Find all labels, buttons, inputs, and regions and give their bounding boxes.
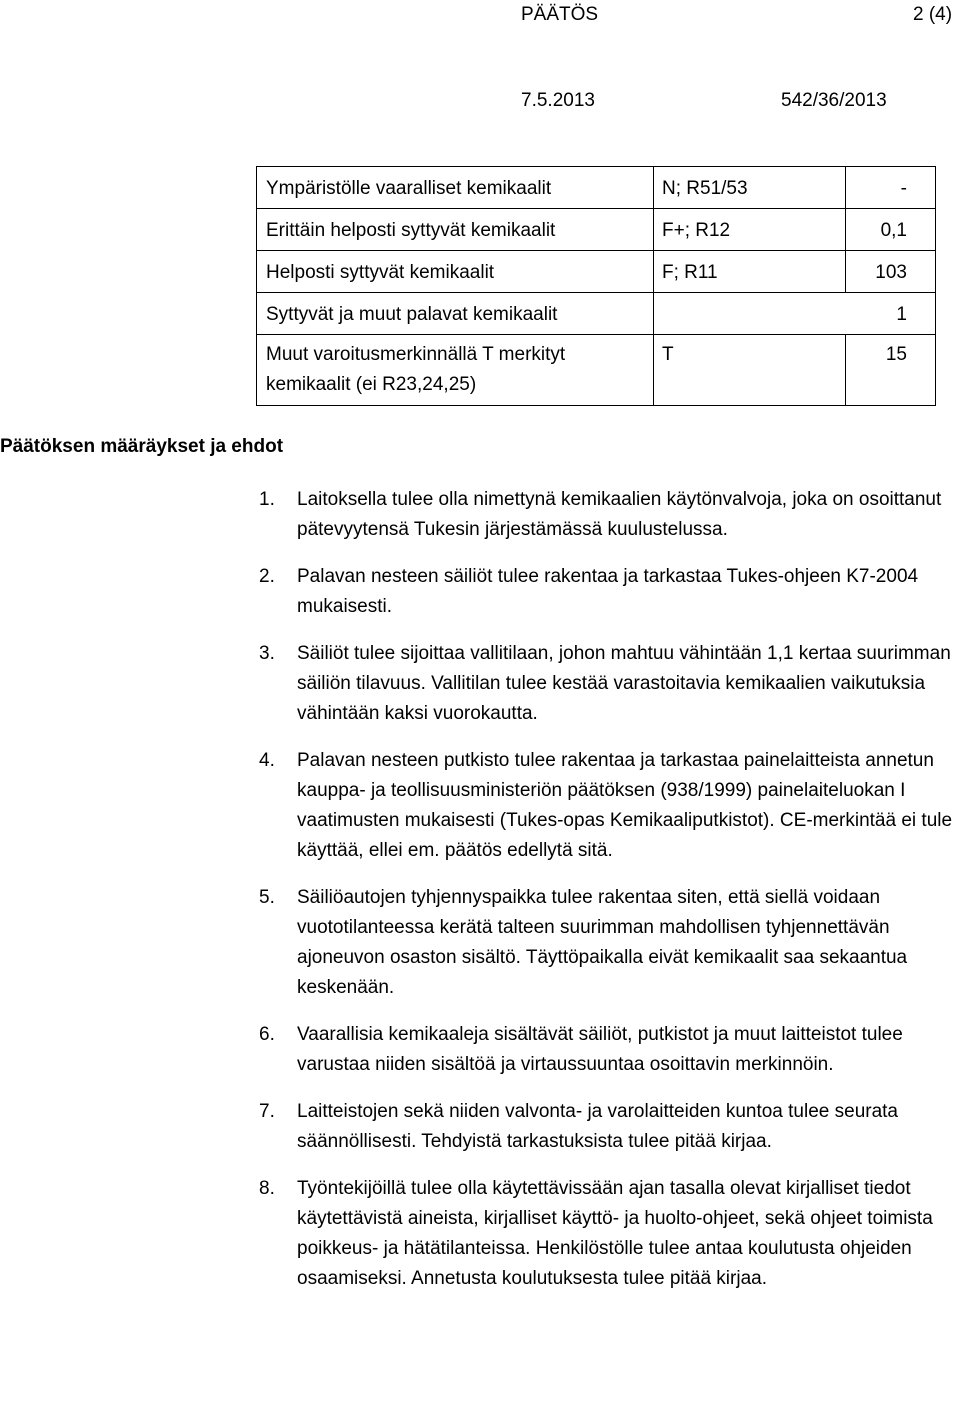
table-row	[257, 251, 936, 293]
list-item	[259, 883, 959, 1003]
chemical-amount: 15	[846, 335, 936, 406]
document-date: 7.5.2013	[521, 90, 595, 111]
section-heading: Päätöksen määräykset ja ehdot	[0, 436, 284, 457]
chemical-class: N; R51/53	[654, 167, 846, 209]
item-text: Palavan nesteen putkisto tulee rakentaa ja tarkastaa painelaitteista annetun kauppa- ja teollisuusministeriön päätöksen (938/1999) painelaiteluokan I vaatimusten mukaisesti (Tukes-opas Kemikaaliputkistot). CE-merkintää ei tule käyttää, ellei em. päätös edellytä sitä.	[297, 750, 953, 861]
list-item	[259, 746, 959, 866]
list-item	[259, 1097, 959, 1157]
item-text: Työntekijöillä tulee olla käytettävissään ajan tasalla olevat kirjalliset tiedot käytettävistä aineista, kirjalliset käyttö- ja huolto-ohjeet, sekä ohjeet toimista poikkeus- ja hätätilanteissa. Henkilöstölle tulee antaa koulutusta ohjeiden osaamiseksi. Annetusta koulutuksesta tulee pitää kirjaa.	[297, 1178, 933, 1289]
chemical-name: Ympäristölle vaaralliset kemikaalit	[257, 167, 654, 209]
chemical-class: F+; R12	[654, 209, 846, 251]
list-item	[259, 639, 959, 729]
chemical-name: Erittäin helposti syttyvät kemikaalit	[257, 209, 654, 251]
conditions-list	[259, 485, 959, 1311]
list-item	[259, 1174, 959, 1294]
item-text: Vaarallisia kemikaaleja sisältävät säiliöt, putkistot ja muut laitteistot tulee varustaa niiden sisältöä ja virtaussuuntaa osoittavin merkinnöin.	[297, 1024, 903, 1075]
table-row	[257, 209, 936, 251]
item-number: 7.	[259, 1101, 275, 1122]
chemical-class: F; R11	[654, 251, 846, 293]
chemical-table	[256, 166, 936, 406]
table-row	[257, 293, 936, 335]
page-number: 2 (4)	[913, 4, 953, 25]
item-number: 6.	[259, 1024, 275, 1045]
item-number: 5.	[259, 887, 275, 908]
table-row	[257, 335, 936, 406]
item-number: 2.	[259, 566, 275, 587]
chemical-name: Helposti syttyvät kemikaalit	[257, 251, 654, 293]
item-text: Laitteistojen sekä niiden valvonta- ja varolaitteiden kuntoa tulee seurata säännöllisesti. Tehdyistä tarkastuksista tulee pitää kirjaa.	[297, 1101, 898, 1152]
item-text: Palavan nesteen säiliöt tulee rakentaa ja tarkastaa Tukes-ohjeen K7-2004 mukaisesti.	[297, 566, 919, 617]
chemical-amount: 1	[846, 293, 936, 335]
chemical-name: Syttyvät ja muut palavat kemikaalit	[257, 293, 654, 335]
item-text: Laitoksella tulee olla nimettynä kemikaalien käytönvalvoja, joka on osoittanut pätevyytensä Tukesin järjestämässä kuulustelussa.	[297, 489, 942, 540]
item-text: Säiliöautojen tyhjennyspaikka tulee rakentaa siten, että siellä voidaan vuototilanteessa kerätä talteen suurimman mahdollisen tyhjennettävän ajoneuvon osaston sisältö. Täyttöpaikalla eivät kemikaalit saa sekaantua keskenään.	[297, 887, 908, 998]
item-number: 1.	[259, 489, 275, 510]
chemical-class: T	[654, 335, 846, 406]
item-number: 3.	[259, 643, 275, 664]
list-item	[259, 562, 959, 622]
document-reference: 542/36/2013	[781, 90, 887, 111]
list-item	[259, 485, 959, 545]
item-number: 4.	[259, 750, 275, 771]
list-item	[259, 1020, 959, 1080]
chemical-amount: 0,1	[846, 209, 936, 251]
table-row	[257, 167, 936, 209]
chemical-amount: -	[846, 167, 936, 209]
chemical-name: Muut varoitusmerkinnällä T merkityt kemikaalit (ei R23,24,25)	[257, 335, 654, 406]
chemical-amount: 103	[846, 251, 936, 293]
item-number: 8.	[259, 1178, 275, 1199]
item-text: Säiliöt tulee sijoittaa vallitilaan, johon mahtuu vähintään 1,1 kertaa suurimman säiliön tilavuus. Vallitilan tulee kestää varastoitavia kemikaalien vaikutuksia vähintään kaksi vuorokautta.	[297, 643, 951, 724]
chemical-class	[654, 293, 846, 335]
document-type: PÄÄTÖS	[521, 4, 599, 25]
